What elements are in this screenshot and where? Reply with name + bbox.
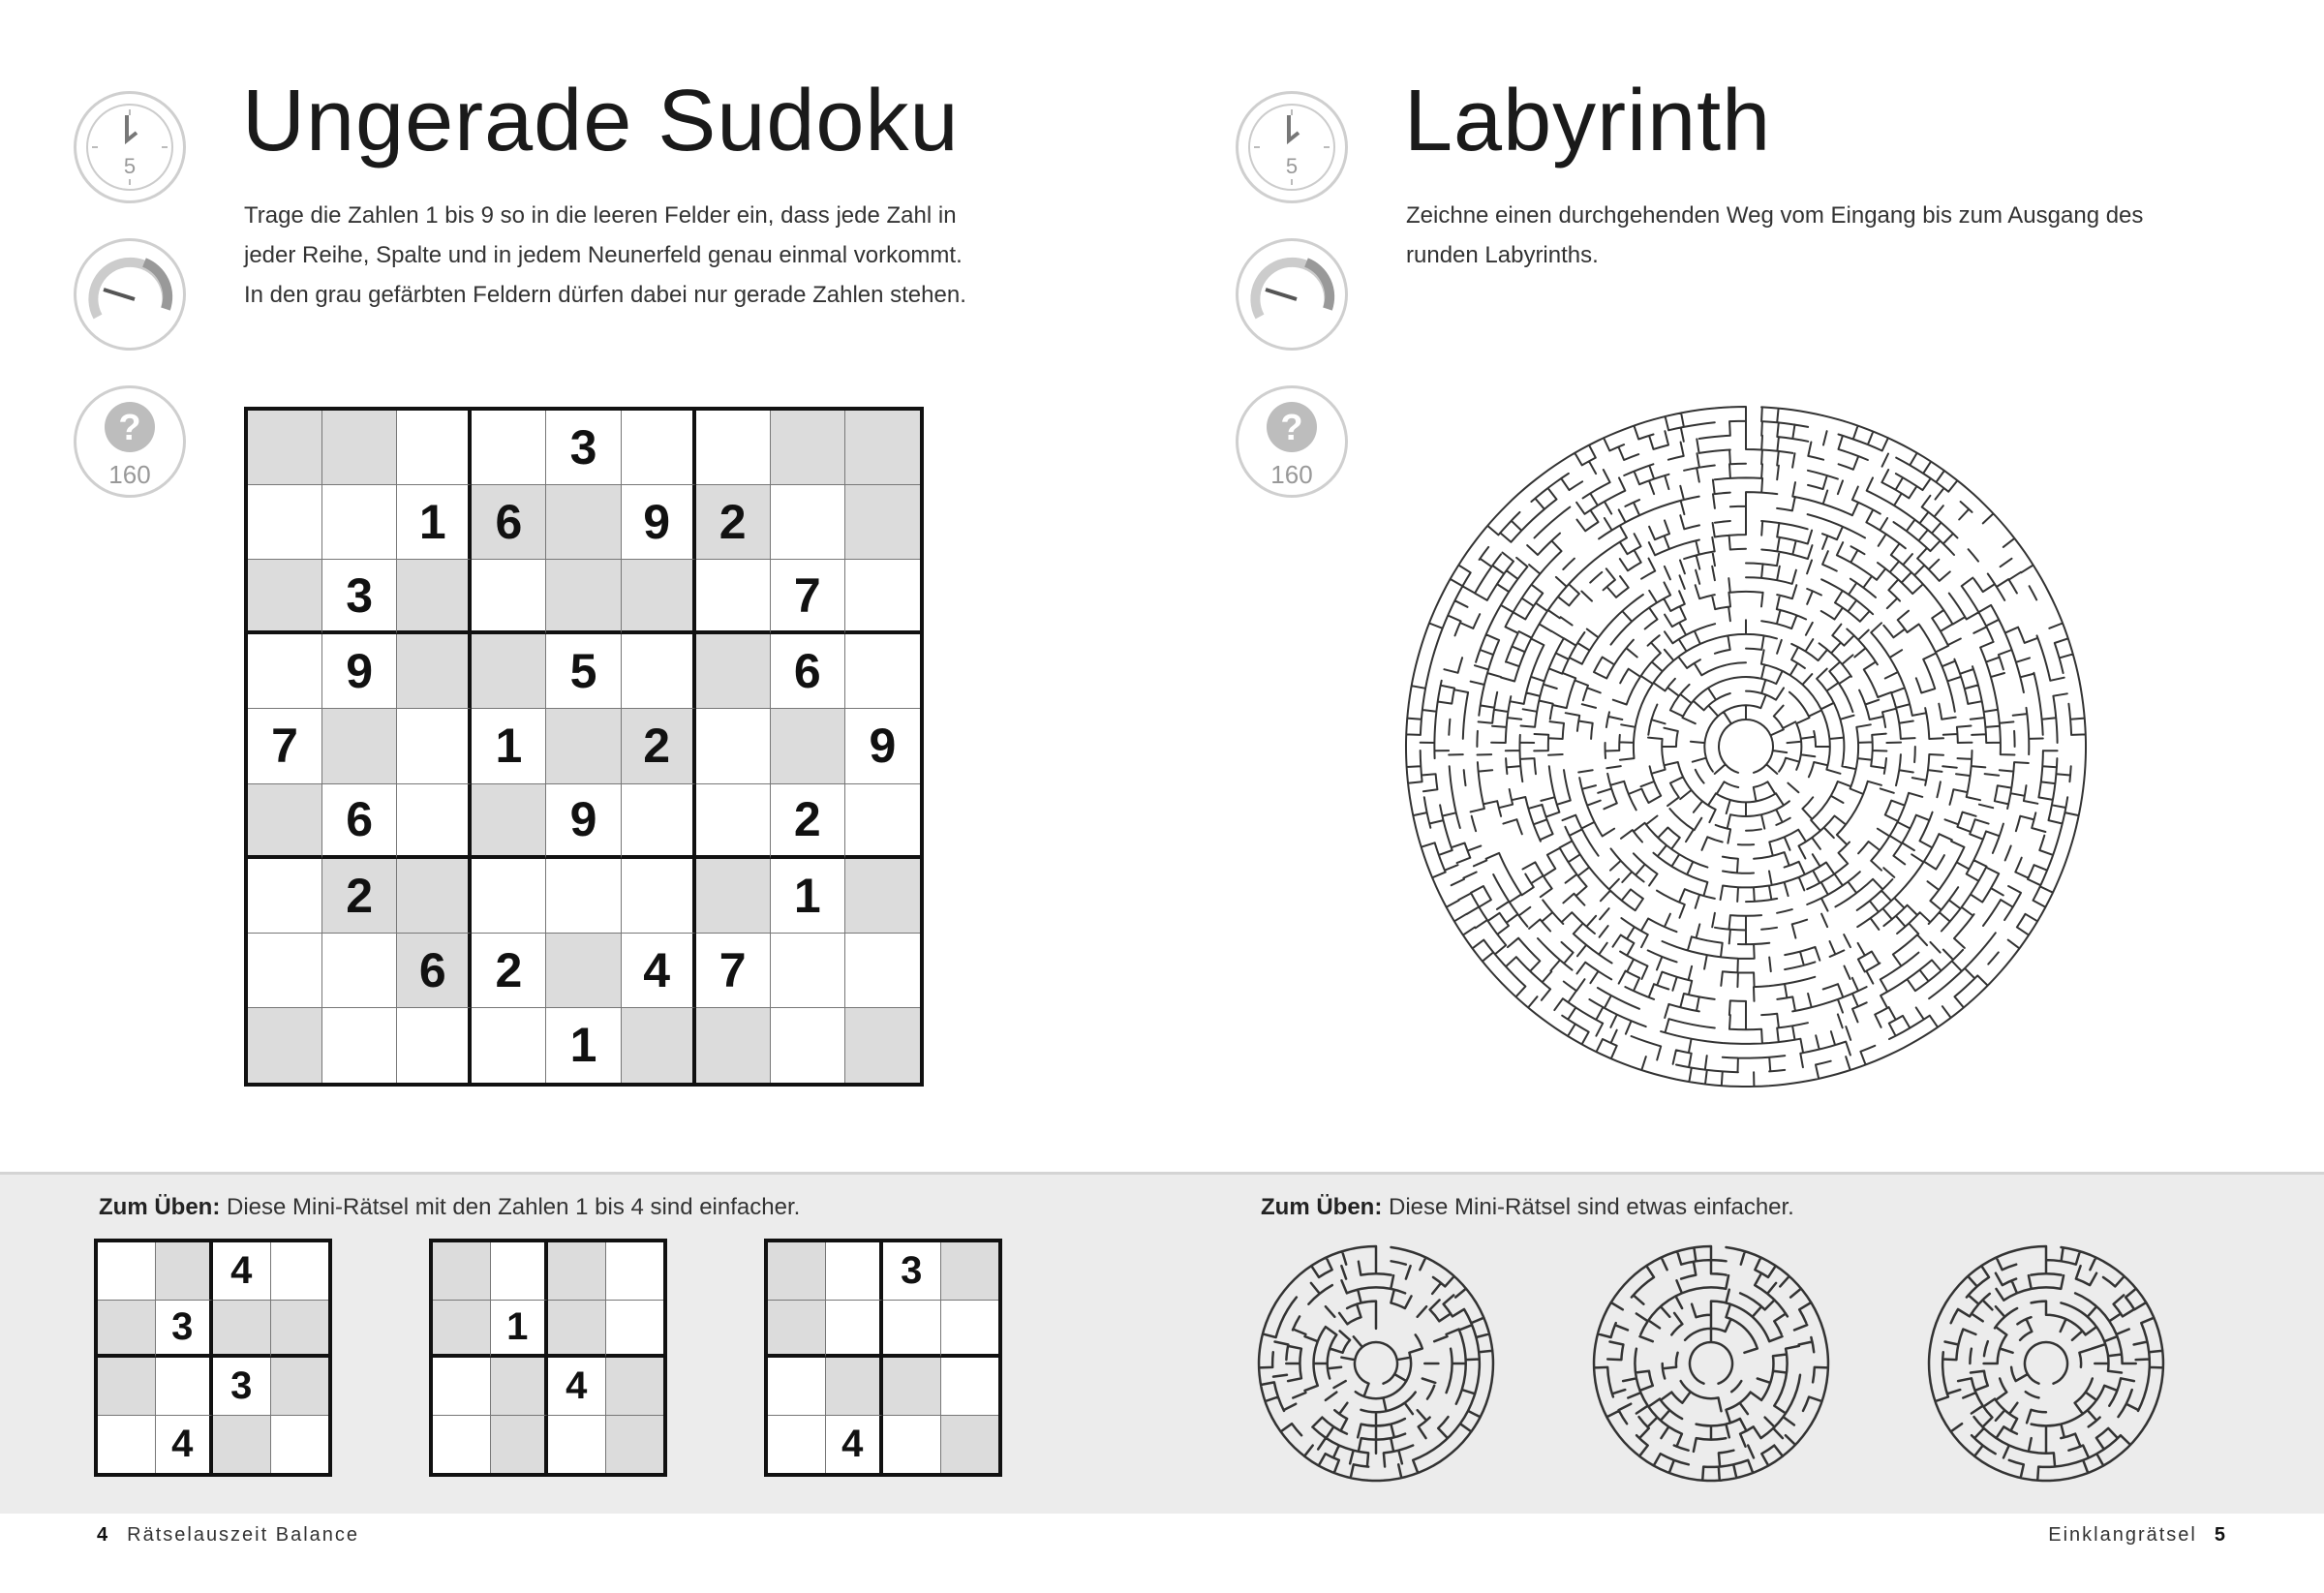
empty-cell[interactable] xyxy=(548,1301,606,1359)
mini-sudoku xyxy=(429,1239,667,1477)
given-cell: 3 xyxy=(883,1242,941,1301)
empty-cell[interactable] xyxy=(606,1242,664,1301)
empty-cell[interactable] xyxy=(941,1416,999,1474)
empty-cell[interactable] xyxy=(883,1416,941,1474)
empty-cell[interactable] xyxy=(271,1242,329,1301)
empty-cell[interactable] xyxy=(548,1242,606,1301)
empty-cell[interactable] xyxy=(397,634,472,709)
given-cell: 3 xyxy=(156,1301,214,1359)
empty-cell[interactable] xyxy=(768,1301,826,1359)
empty-cell[interactable] xyxy=(546,560,621,634)
given-cell: 9 xyxy=(546,784,621,859)
empty-cell[interactable] xyxy=(771,934,845,1008)
empty-cell[interactable] xyxy=(696,709,771,783)
page-title: Labyrinth xyxy=(1404,73,1772,169)
question-icon xyxy=(74,385,186,498)
given-cell: 7 xyxy=(696,934,771,1008)
empty-cell[interactable] xyxy=(397,411,472,485)
practice-label: Zum Üben: xyxy=(99,1194,221,1220)
maze-walls xyxy=(1406,407,2086,1087)
empty-cell[interactable] xyxy=(472,859,546,934)
given-cell: 4 xyxy=(213,1242,271,1301)
empty-cell[interactable] xyxy=(271,1358,329,1416)
intro-line: jeder Reihe, Spalte und in jedem Neunerfeld genau einmal vorkommt. xyxy=(244,242,963,268)
empty-cell[interactable] xyxy=(248,934,322,1008)
empty-cell[interactable] xyxy=(941,1242,999,1301)
page-number: 4 xyxy=(97,1524,110,1546)
mini-sudoku xyxy=(94,1239,332,1477)
empty-cell[interactable] xyxy=(606,1358,664,1416)
given-cell: 9 xyxy=(322,634,397,709)
given-cell: 2 xyxy=(472,934,546,1008)
intro-text xyxy=(244,196,1096,315)
given-cell: 2 xyxy=(696,485,771,560)
practice-instruction xyxy=(1261,1194,1794,1221)
empty-cell[interactable] xyxy=(472,411,546,485)
empty-cell[interactable] xyxy=(845,634,920,709)
empty-cell[interactable] xyxy=(826,1358,884,1416)
empty-cell[interactable] xyxy=(845,934,920,1008)
mini-maze xyxy=(1255,1242,1497,1485)
intro-line: runden Labyrinths. xyxy=(1406,242,1599,268)
given-cell: 5 xyxy=(546,634,621,709)
empty-cell[interactable] xyxy=(845,859,920,934)
empty-cell[interactable] xyxy=(433,1242,491,1301)
solution-page: 160 xyxy=(108,460,151,489)
empty-cell[interactable] xyxy=(248,784,322,859)
practice-instruction xyxy=(99,1194,800,1221)
empty-cell[interactable] xyxy=(98,1416,156,1474)
page-footer xyxy=(2048,1524,2227,1547)
empty-cell[interactable] xyxy=(213,1416,271,1474)
empty-cell[interactable] xyxy=(322,485,397,560)
empty-cell[interactable] xyxy=(98,1242,156,1301)
given-cell: 1 xyxy=(771,859,845,934)
empty-cell[interactable] xyxy=(397,709,472,783)
empty-cell[interactable] xyxy=(397,1008,472,1083)
empty-cell[interactable] xyxy=(248,560,322,634)
given-cell: 6 xyxy=(472,485,546,560)
given-cell: 3 xyxy=(322,560,397,634)
empty-cell[interactable] xyxy=(845,411,920,485)
info-icons xyxy=(1236,91,1352,533)
empty-cell[interactable] xyxy=(322,709,397,783)
empty-cell[interactable] xyxy=(546,709,621,783)
empty-cell[interactable] xyxy=(771,1008,845,1083)
clock-icon xyxy=(1236,91,1348,203)
empty-cell[interactable] xyxy=(548,1416,606,1474)
empty-cell[interactable] xyxy=(768,1242,826,1301)
page-number: 5 xyxy=(2214,1524,2227,1546)
intro-line: In den grau gefärbten Feldern dürfen dabei nur gerade Zahlen stehen. xyxy=(244,282,966,308)
empty-cell[interactable] xyxy=(397,560,472,634)
practice-label: Zum Üben: xyxy=(1261,1194,1383,1220)
empty-cell[interactable] xyxy=(248,634,322,709)
empty-cell[interactable] xyxy=(883,1358,941,1416)
given-cell: 3 xyxy=(213,1358,271,1416)
maze-walls xyxy=(1594,1246,1828,1481)
gauge-icon xyxy=(74,238,186,351)
given-cell: 6 xyxy=(771,634,845,709)
page-footer xyxy=(97,1524,359,1547)
empty-cell[interactable] xyxy=(248,859,322,934)
empty-cell[interactable] xyxy=(472,1008,546,1083)
sudoku-grid xyxy=(244,407,924,1087)
empty-cell[interactable] xyxy=(248,485,322,560)
empty-cell[interactable] xyxy=(213,1301,271,1359)
empty-cell[interactable] xyxy=(696,859,771,934)
empty-cell[interactable] xyxy=(491,1358,549,1416)
empty-cell[interactable] xyxy=(397,784,472,859)
empty-cell[interactable] xyxy=(322,411,397,485)
empty-cell[interactable] xyxy=(156,1358,214,1416)
given-cell: 7 xyxy=(248,709,322,783)
solution-page: 160 xyxy=(1270,460,1313,489)
empty-cell[interactable] xyxy=(433,1301,491,1359)
right-page xyxy=(1162,0,2324,1593)
given-cell: 2 xyxy=(322,859,397,934)
given-cell: 4 xyxy=(156,1416,214,1474)
given-cell: 2 xyxy=(622,709,696,783)
given-cell: 4 xyxy=(622,934,696,1008)
given-cell: 2 xyxy=(771,784,845,859)
given-cell: 4 xyxy=(826,1416,884,1474)
book-title: Rätselauszeit Balance xyxy=(127,1524,360,1546)
empty-cell[interactable] xyxy=(433,1416,491,1474)
empty-cell[interactable] xyxy=(98,1301,156,1359)
empty-cell[interactable] xyxy=(696,560,771,634)
empty-cell[interactable] xyxy=(472,560,546,634)
given-cell: 3 xyxy=(546,411,621,485)
given-cell: 1 xyxy=(472,709,546,783)
mini-maze xyxy=(1590,1242,1832,1485)
empty-cell[interactable] xyxy=(472,784,546,859)
given-cell: 9 xyxy=(622,485,696,560)
given-cell: 4 xyxy=(548,1358,606,1416)
empty-cell[interactable] xyxy=(397,859,472,934)
empty-cell[interactable] xyxy=(546,485,621,560)
empty-cell[interactable] xyxy=(771,709,845,783)
empty-cell[interactable] xyxy=(472,634,546,709)
empty-cell[interactable] xyxy=(696,784,771,859)
empty-cell[interactable] xyxy=(322,934,397,1008)
question-icon xyxy=(1236,385,1348,498)
given-cell: 7 xyxy=(771,560,845,634)
empty-cell[interactable] xyxy=(826,1301,884,1359)
practice-section xyxy=(1162,1172,2324,1514)
practice-text: Diese Mini-Rätsel mit den Zahlen 1 bis 4 sind einfacher. xyxy=(220,1194,801,1220)
intro-line: Trage die Zahlen 1 bis 9 so in die leeren Felder ein, dass jede Zahl in xyxy=(244,202,957,229)
info-icons xyxy=(74,91,190,533)
practice-text: Diese Mini-Rätsel sind etwas einfacher. xyxy=(1382,1194,1794,1220)
time-minutes: 5 xyxy=(1285,154,1299,178)
empty-cell[interactable] xyxy=(696,1008,771,1083)
empty-cell[interactable] xyxy=(622,784,696,859)
given-cell: 1 xyxy=(397,485,472,560)
empty-cell[interactable] xyxy=(696,411,771,485)
empty-cell[interactable] xyxy=(845,485,920,560)
circular-maze xyxy=(1402,403,2090,1090)
empty-cell[interactable] xyxy=(622,634,696,709)
empty-cell[interactable] xyxy=(941,1301,999,1359)
practice-section xyxy=(0,1172,1162,1514)
empty-cell[interactable] xyxy=(826,1242,884,1301)
empty-cell[interactable] xyxy=(271,1416,329,1474)
empty-cell[interactable] xyxy=(622,859,696,934)
page-title: Ungerade Sudoku xyxy=(242,73,960,169)
empty-cell[interactable] xyxy=(941,1358,999,1416)
empty-cell[interactable] xyxy=(491,1416,549,1474)
empty-cell[interactable] xyxy=(271,1301,329,1359)
empty-cell[interactable] xyxy=(156,1242,214,1301)
chapter-title: Einklangrätsel xyxy=(2048,1524,2197,1546)
svg-text:?: ? xyxy=(118,408,141,448)
given-cell: 1 xyxy=(491,1301,549,1359)
empty-cell[interactable] xyxy=(606,1301,664,1359)
empty-cell[interactable] xyxy=(98,1358,156,1416)
empty-cell[interactable] xyxy=(845,784,920,859)
empty-cell[interactable] xyxy=(768,1358,826,1416)
empty-cell[interactable] xyxy=(248,1008,322,1083)
maze-walls xyxy=(1259,1246,1493,1481)
empty-cell[interactable] xyxy=(845,560,920,634)
empty-cell[interactable] xyxy=(248,411,322,485)
empty-cell[interactable] xyxy=(606,1416,664,1474)
empty-cell[interactable] xyxy=(883,1301,941,1359)
empty-cell[interactable] xyxy=(622,411,696,485)
empty-cell[interactable] xyxy=(771,411,845,485)
gauge-icon xyxy=(1236,238,1348,351)
empty-cell[interactable] xyxy=(546,934,621,1008)
given-cell: 9 xyxy=(845,709,920,783)
mini-sudoku xyxy=(764,1239,1002,1477)
svg-text:?: ? xyxy=(1280,408,1303,448)
mini-maze xyxy=(1925,1242,2167,1485)
empty-cell[interactable] xyxy=(622,1008,696,1083)
empty-cell[interactable] xyxy=(768,1416,826,1474)
given-cell: 6 xyxy=(322,784,397,859)
empty-cell[interactable] xyxy=(845,1008,920,1083)
time-minutes: 5 xyxy=(123,154,137,178)
empty-cell[interactable] xyxy=(322,1008,397,1083)
empty-cell[interactable] xyxy=(696,634,771,709)
intro-text xyxy=(1406,196,2258,275)
empty-cell[interactable] xyxy=(622,560,696,634)
empty-cell[interactable] xyxy=(546,859,621,934)
empty-cell[interactable] xyxy=(771,485,845,560)
maze-walls xyxy=(1929,1246,2163,1481)
intro-line: Zeichne einen durchgehenden Weg vom Eingang bis zum Ausgang des xyxy=(1406,202,2144,229)
empty-cell[interactable] xyxy=(491,1242,549,1301)
given-cell: 1 xyxy=(546,1008,621,1083)
clock-icon xyxy=(74,91,186,203)
given-cell: 6 xyxy=(397,934,472,1008)
empty-cell[interactable] xyxy=(433,1358,491,1416)
